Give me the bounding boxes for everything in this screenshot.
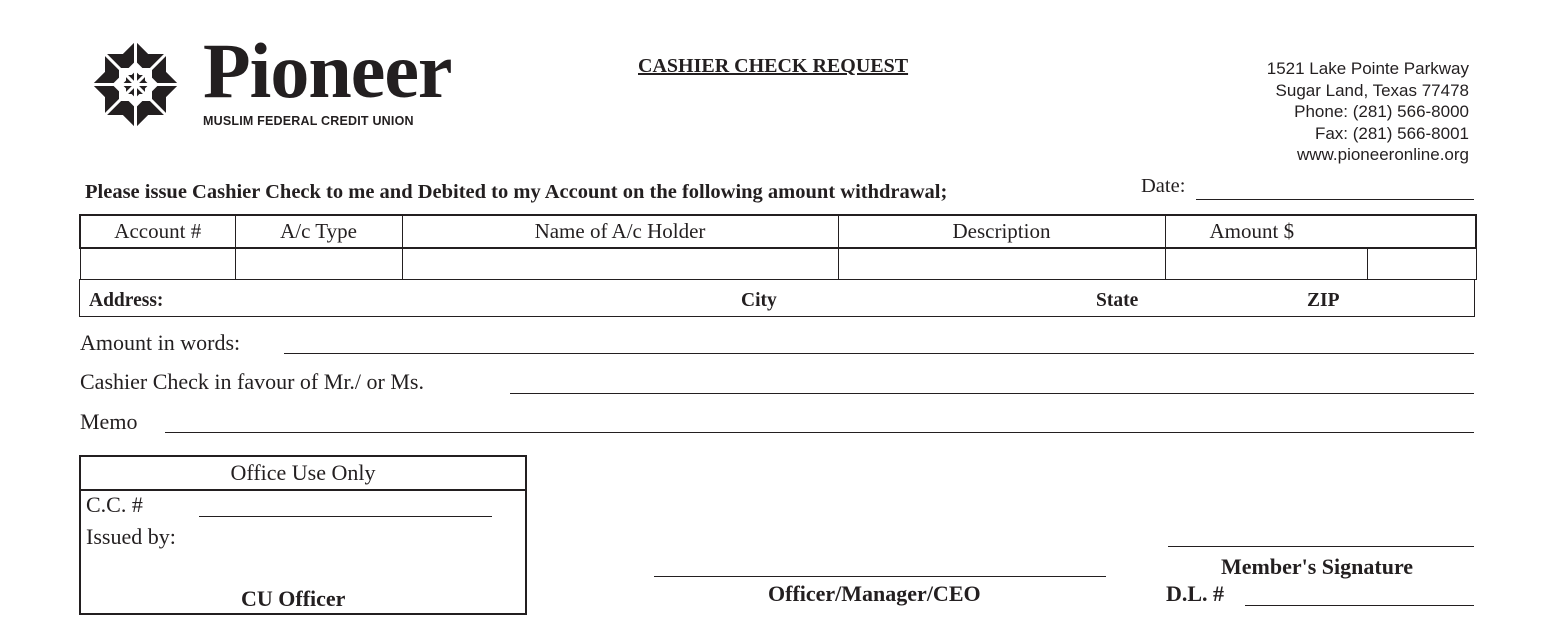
cc-number-field[interactable] xyxy=(199,516,492,517)
contact-phone: Phone: (281) 566-8000 xyxy=(1294,102,1469,121)
col-header-description: Description xyxy=(838,215,1165,248)
state-label: State xyxy=(1096,290,1139,311)
member-signature-label: Member's Signature xyxy=(1221,554,1414,579)
amount-in-words-field[interactable] xyxy=(284,353,1474,354)
amount-dollars-cell[interactable] xyxy=(1165,248,1367,280)
manager-signature-label: Officer/Manager/CEO xyxy=(768,581,981,606)
memo-field[interactable] xyxy=(165,432,1474,433)
logo-wordmark: Pioneer xyxy=(203,27,452,114)
zip-label: ZIP xyxy=(1307,290,1340,311)
instruction-text: Please issue Cashier Check to me and Debited to my Account on the following amount withdrawal; xyxy=(85,181,948,203)
office-use-title: Office Use Only xyxy=(81,457,525,491)
contact-block xyxy=(1267,58,1469,166)
office-use-box xyxy=(79,455,527,615)
contact-web: www.pioneeronline.org xyxy=(1297,145,1469,164)
account-number-cell[interactable] xyxy=(80,248,235,280)
memo-label: Memo xyxy=(80,409,138,434)
ac-type-cell[interactable] xyxy=(235,248,402,280)
star-emblem-icon xyxy=(79,28,192,141)
member-signature-line[interactable] xyxy=(1168,546,1474,547)
account-table xyxy=(79,214,1477,280)
cc-number-label: C.C. # xyxy=(86,492,143,517)
logo-subtitle: MUSLIM FEDERAL CREDIT UNION xyxy=(203,114,414,128)
manager-signature-line[interactable] xyxy=(654,576,1106,577)
amount-in-words-label: Amount in words: xyxy=(80,330,241,355)
col-header-account: Account # xyxy=(80,215,235,248)
table-header-row xyxy=(80,215,1476,248)
form-title: CASHIER CHECK REQUEST xyxy=(638,55,909,77)
holder-name-cell[interactable] xyxy=(402,248,838,280)
col-header-amount: Amount $ xyxy=(1165,215,1476,248)
amount-cents-cell[interactable] xyxy=(1367,248,1476,280)
contact-street: 1521 Lake Pointe Parkway xyxy=(1266,59,1469,78)
contact-fax: Fax: (281) 566-8001 xyxy=(1314,123,1469,143)
cu-officer-label: CU Officer xyxy=(241,586,346,611)
issued-by-label: Issued by: xyxy=(86,524,176,549)
table-row xyxy=(80,248,1476,280)
date-label: Date: xyxy=(1141,175,1186,197)
favour-field[interactable] xyxy=(510,393,1474,394)
col-header-holder-name: Name of A/c Holder xyxy=(402,215,838,248)
contact-city-state: Sugar Land, Texas 77478 xyxy=(1275,80,1469,100)
address-label: Address: xyxy=(89,290,164,311)
city-label: City xyxy=(741,290,777,311)
col-header-ac-type: A/c Type xyxy=(235,215,402,248)
dl-label: D.L. # xyxy=(1166,581,1225,606)
description-cell[interactable] xyxy=(838,248,1165,280)
favour-label: Cashier Check in favour of Mr./ or Ms. xyxy=(80,369,424,394)
address-row[interactable] xyxy=(79,279,1475,317)
date-field[interactable] xyxy=(1196,199,1474,200)
dl-field[interactable] xyxy=(1245,605,1474,606)
